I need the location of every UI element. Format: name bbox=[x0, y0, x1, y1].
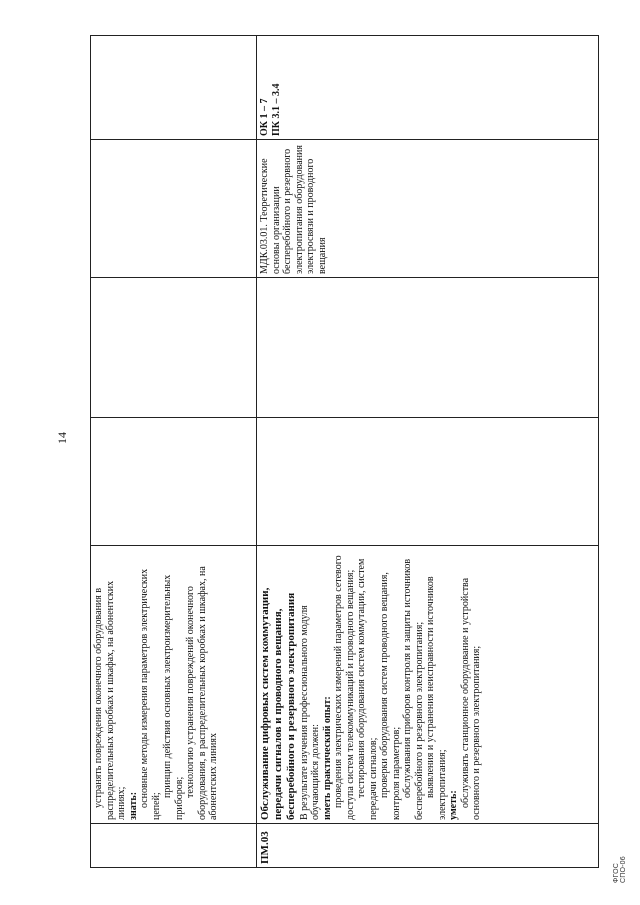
experience-item: проверки оборудования систем проводного вещания, контроля параметров; bbox=[379, 572, 402, 820]
table-row bbox=[91, 36, 257, 868]
competence-professional: ПК 3.1 – 3.4 bbox=[270, 83, 282, 136]
mdk-cell bbox=[91, 140, 257, 278]
experience-label: иметь практический опыт: bbox=[321, 696, 333, 820]
know-item: технологию устранения повреждений оконечного оборудования, в распределительных коробках и шкафах, на абонентских линиях bbox=[185, 566, 219, 820]
can-item: обслуживать станционное оборудование и устройства основного и резервного электропитания; bbox=[459, 577, 483, 820]
module-code-cell bbox=[257, 824, 599, 868]
experience-item: проведения электрических измерений параметров сетевого доступа систем телекоммуникаций и проводного вещания; bbox=[333, 555, 356, 820]
experience-item: обслуживания приборов контроля и защиты источников бесперебойного и резервного электропитания; bbox=[402, 558, 425, 820]
know-label: знать: bbox=[127, 791, 139, 820]
know-item: принцип действия основных электроизмерительных приборов; bbox=[162, 574, 185, 820]
hours-mandatory-cell bbox=[91, 278, 257, 418]
experience-item: выявления и устранения неисправности источников электропитания; bbox=[425, 576, 448, 820]
competences-cell bbox=[257, 36, 599, 140]
hours-mandatory-cell bbox=[257, 278, 599, 418]
competences-cell bbox=[91, 36, 257, 140]
hours-max-cell bbox=[91, 418, 257, 546]
page-number: 14 bbox=[55, 432, 69, 444]
hours-max-cell bbox=[257, 418, 599, 546]
know-item: основные методы измерения параметров электрических цепей; bbox=[139, 568, 162, 820]
can-label: уметь: bbox=[448, 790, 460, 820]
module-code: ПМ.03 bbox=[259, 831, 271, 864]
module-content-cell bbox=[91, 546, 257, 824]
rotated-table-container bbox=[90, 36, 598, 868]
experience-item: тестирования оборудования систем коммутации, систем передачи сигналов; bbox=[356, 558, 379, 820]
curriculum-table bbox=[90, 35, 599, 868]
footer-code: ФГОС СПО-06 bbox=[613, 856, 627, 883]
content-line: устранять повреждения оконечного оборудования в распределительных коробках и шкафах, на абонентских линиях; bbox=[93, 580, 127, 820]
competence-general: ОК 1 – 7 bbox=[259, 98, 270, 136]
module-content-cell bbox=[257, 546, 599, 824]
mdk-cell: МДК.03.01. Теоретические основы организации бесперебойного и резервного электропитания оборудования электросвязи и проводного вещания bbox=[257, 140, 599, 278]
module-title: Обслуживание цифровых систем коммутации, передачи сигналов и проводного вещания, бесперебойного и резервного электропитания bbox=[259, 587, 298, 820]
table-row bbox=[257, 36, 599, 868]
module-code-cell bbox=[91, 824, 257, 868]
module-intro: В результате изучения профессионального модуля обучающийся должен: bbox=[298, 605, 322, 820]
